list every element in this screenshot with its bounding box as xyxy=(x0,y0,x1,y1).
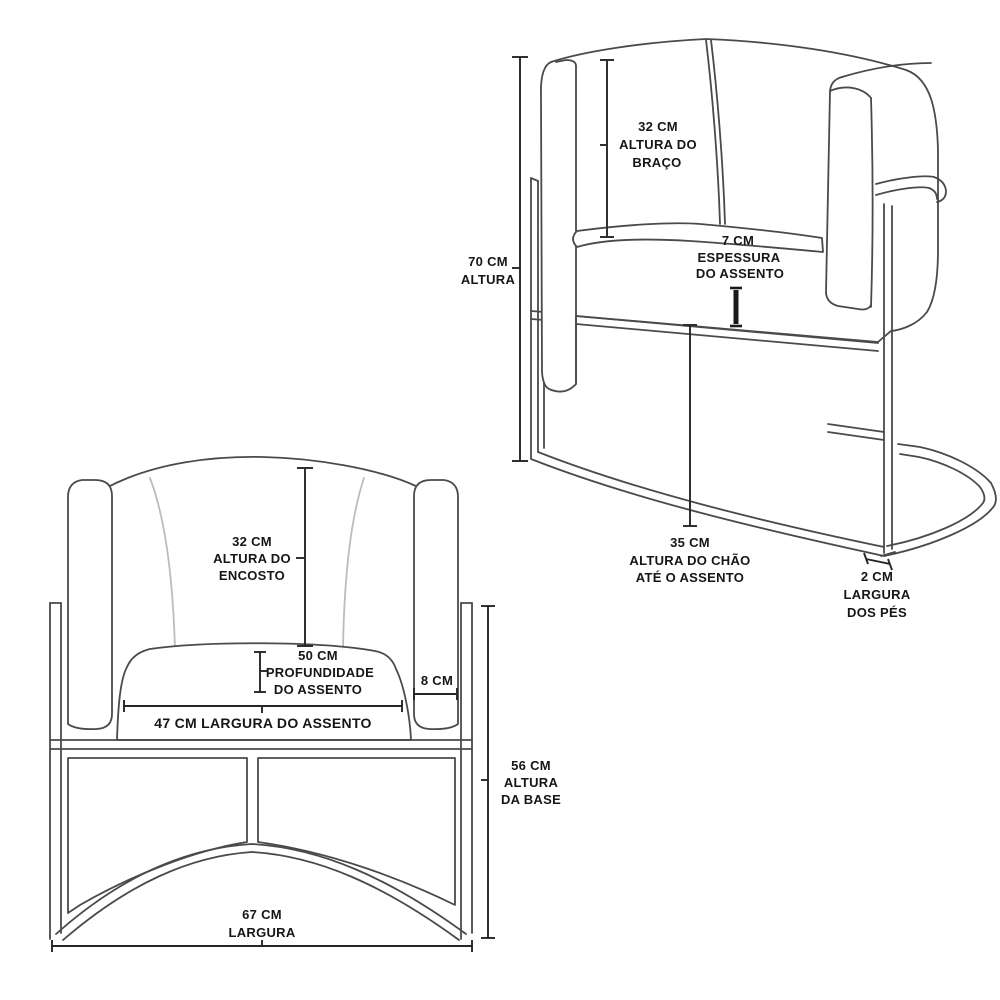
dimension-line xyxy=(866,559,890,564)
right-arm xyxy=(414,480,458,729)
dimension-label: 67 CM xyxy=(242,907,282,922)
dimension-label: 47 CM LARGURA DO ASSENTO xyxy=(154,715,372,731)
frame-cross-bar xyxy=(828,424,884,432)
dimension-label: DOS PÉS xyxy=(847,605,907,620)
dimension-label: 35 CM xyxy=(670,535,710,550)
back-seam xyxy=(343,478,364,651)
dimension-total-height xyxy=(461,57,528,461)
frame-right-panel xyxy=(258,758,455,905)
dimension-label: 7 CM xyxy=(721,233,755,248)
frame-floor-loop xyxy=(884,444,996,556)
dimension-label: DO ASSENTO xyxy=(273,682,363,697)
front-view-drawing xyxy=(50,457,561,952)
dimension-label: 50 CM xyxy=(298,648,338,663)
dimension-label: 56 CM xyxy=(511,758,551,773)
dimension-base-height xyxy=(481,606,561,938)
dimension-label: DA BASE xyxy=(500,792,562,807)
dimension-floor-to-seat xyxy=(629,325,750,585)
dimension-label: 32 CM xyxy=(638,119,678,134)
dimension-label: 2 CM xyxy=(860,569,894,584)
dimension-label: ATÉ O ASSENTO xyxy=(635,570,745,585)
dimension-label: ALTURA DO xyxy=(213,551,291,566)
dimension-feet-width xyxy=(843,553,910,620)
dimension-label: 8 CM xyxy=(420,673,454,688)
dimension-label: ALTURA xyxy=(460,272,516,287)
frame-left-panel xyxy=(68,758,247,913)
dimension-total-width xyxy=(52,907,472,952)
perspective-view-drawing xyxy=(461,39,996,620)
back-seam xyxy=(150,478,175,650)
dimension-label: LARGURA xyxy=(843,587,911,602)
dimension-backrest-height xyxy=(213,468,313,646)
dimension-label: DO ASSENTO xyxy=(695,266,785,281)
dimension-label: BRAÇO xyxy=(632,155,682,170)
frame-floor-runner xyxy=(538,452,884,547)
frame-cross-bar xyxy=(828,432,884,440)
dimension-label: LARGURA xyxy=(228,925,296,940)
frame-line xyxy=(531,178,538,181)
dimension-label: ALTURA xyxy=(503,775,559,790)
dimension-label: ENCOSTO xyxy=(218,568,286,583)
dimension-label: ALTURA DO CHÃO xyxy=(629,553,751,568)
dimension-label: ESPESSURA xyxy=(697,250,781,265)
dimension-label: ALTURA DO xyxy=(619,137,697,152)
dimension-label: 32 CM xyxy=(232,534,272,549)
dimension-label: PROFUNDIDADE xyxy=(265,665,375,680)
metal-frame-left-post xyxy=(531,178,538,458)
dimension-label: 70 CM xyxy=(468,254,508,269)
left-arm xyxy=(68,480,112,729)
frame-floor-loop xyxy=(887,454,984,546)
